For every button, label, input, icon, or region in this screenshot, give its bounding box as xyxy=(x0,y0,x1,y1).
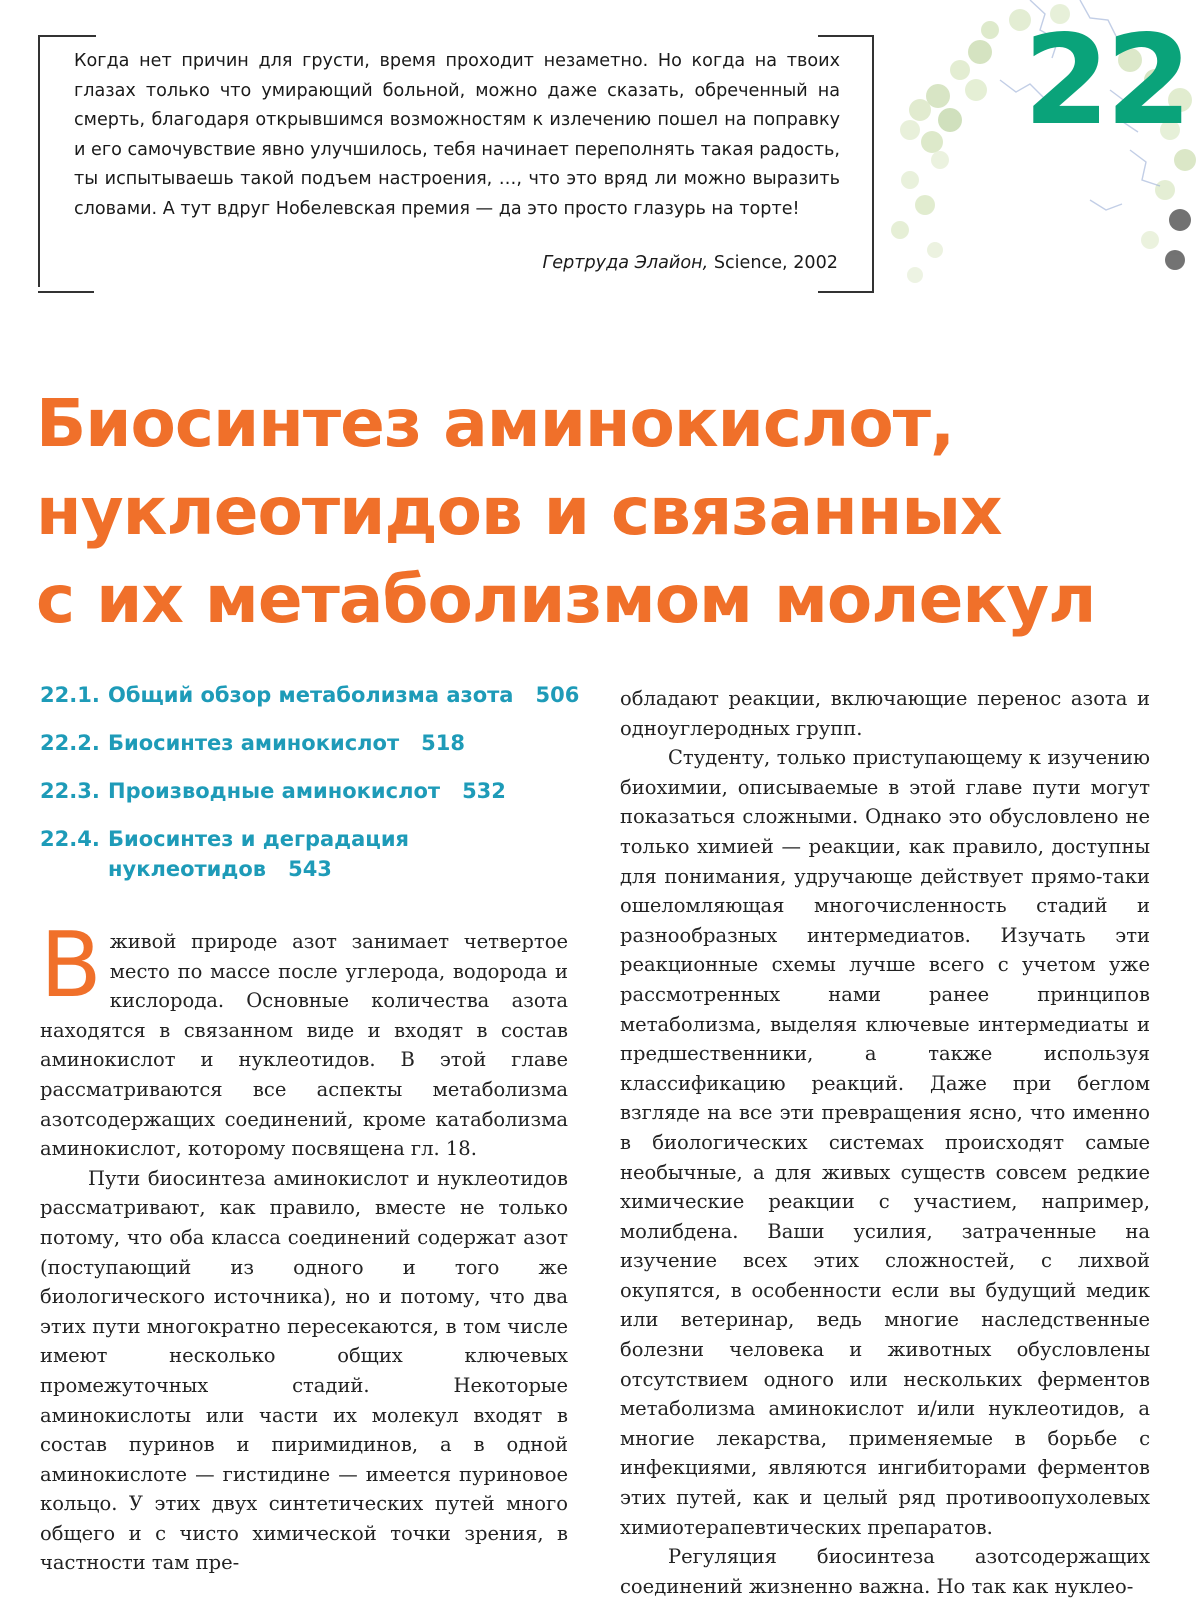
epigraph-text: Когда нет причин для грусти, время проходит незаметно. Но когда на твоих глазах только что умирающий больной, можно даже сказать, обреченный на смерть, благодаря открывшимся возможностям к излечению пошел на поправку и его самочувствие явно улучшилось, тебя начинает переполнять такая радость, ты испытываешь такой подъем настроения, …, что это вряд ли можно выразить словами. А тут вдруг Нобелевская премия — да это просто глазурь на торте! xyxy=(74,47,840,224)
section-toc xyxy=(40,680,600,902)
toc-page: 506 xyxy=(535,683,579,707)
body-paragraph: Регуляция биосинтеза азотсодержащих соединений жизненно важна. Но так как нуклео- xyxy=(620,1542,1150,1601)
toc-title: Производные аминокислот xyxy=(108,779,440,803)
toc-title-continued: нуклеотидов xyxy=(108,857,266,881)
toc-title: Биосинтез аминокислот xyxy=(108,731,399,755)
toc-number: 22.2. xyxy=(40,728,108,758)
chapter-number: 22 xyxy=(988,6,1188,156)
toc-title: Биосинтез и деградация xyxy=(108,827,409,851)
chapter-title xyxy=(36,380,1196,644)
body-paragraph xyxy=(40,927,568,1164)
body-paragraph-text: живой природе азот занимает четвертое место по массе после углерода, водорода и кислорода. Основные количества азота находятся в связанном виде и входят в состав аминокислот и нуклеотидов. В этой главе рассматриваются все аспекты метаболизма азотсодержащих соединений, кроме катаболизма аминокислот, которому посвящена гл. 18. xyxy=(40,930,568,1160)
body-column-right xyxy=(620,684,1150,1601)
epigraph-author: Гертруда Элайон, xyxy=(542,253,708,273)
body-paragraph: Пути биосинтеза аминокислот и нуклеотидов рассматривают, как правило, вместе не только потому, что оба класса соединений содержат азот (поступающий из одного и того же биологического источника), но и потому, что два этих пути многократно пересекаются, в том числе имеют несколько общих ключевых промежуточных стадий. Некоторые аминокислоты или части их молекул входят в состав пуринов и пиримидинов, а в одной аминокислоте — гистидине — имеется пуриновое кольцо. У этих двух синтетических путей много общего и с чисто химической точки зрения, в частности там пре- xyxy=(40,1164,568,1578)
toc-number: 22.3. xyxy=(40,776,108,806)
chapter-title-line: с их метаболизмом молекул xyxy=(36,556,1196,644)
epigraph-source: Science, 2002 xyxy=(714,253,838,273)
chapter-title-line: нуклеотидов и связанных xyxy=(36,468,1196,556)
drop-cap: В xyxy=(40,931,102,1001)
epigraph-bracket-right xyxy=(872,35,874,293)
toc-number: 22.4. xyxy=(40,824,108,854)
body-paragraph: обладают реакции, включающие перенос азота и одноуглеродных групп. xyxy=(620,684,1150,743)
toc-item[interactable] xyxy=(40,776,600,806)
epigraph-bracket-bottom-right xyxy=(818,291,874,293)
body-paragraph: Студенту, только приступающему к изучению биохимии, описываемые в этой главе пути могут показаться сложными. Однако это обусловлено не только химией — реакции, как правило, доступны для понимания, удручающе действует прямо-таки ошеломляющая многочисленность стадий и разнообразных интермедиатов. Изучать эти реакционные схемы лучше всего с учетом уже рассмотренных нами ранее принципов метаболизма, выделяя ключевые интермедиаты и предшественники, а также используя классификацию реакций. Даже при беглом взгляде на все эти превращения ясно, что именно в биологических системах происходят самые необычные, а для живых существ совсем редкие химические реакции с участием, например, молибдена. Ваши усилия, затраченные на изучение всех этих сложностей, с лихвой окупятся, в особенности если вы будущий медик или ветеринар, ведь многие наследственные болезни человека и животных обусловлены отсутствием одного или нескольких ферментов метаболизма аминокислот и/или нуклеотидов, а многие лекарства, применяемые в борьбе с инфекциями, являются ингибиторами ферментов этих путей, как и целый ряд противоопухолевых химиотерапевтических препаратов. xyxy=(620,743,1150,1542)
toc-page: 518 xyxy=(421,731,465,755)
toc-item[interactable] xyxy=(40,728,600,758)
toc-page: 543 xyxy=(288,857,332,881)
chapter-title-line: Биосинтез аминокислот, xyxy=(36,380,1196,468)
body-column-left xyxy=(40,927,568,1578)
epigraph-attribution xyxy=(542,253,838,273)
epigraph-bracket-top-right xyxy=(818,35,874,37)
epigraph-bracket-bottom-left xyxy=(38,291,94,293)
toc-number: 22.1. xyxy=(40,680,108,710)
toc-page: 532 xyxy=(462,779,506,803)
toc-item[interactable] xyxy=(40,824,600,884)
toc-title: Общий обзор метаболизма азота xyxy=(108,683,513,707)
toc-item[interactable] xyxy=(40,680,600,710)
epigraph xyxy=(38,35,874,293)
